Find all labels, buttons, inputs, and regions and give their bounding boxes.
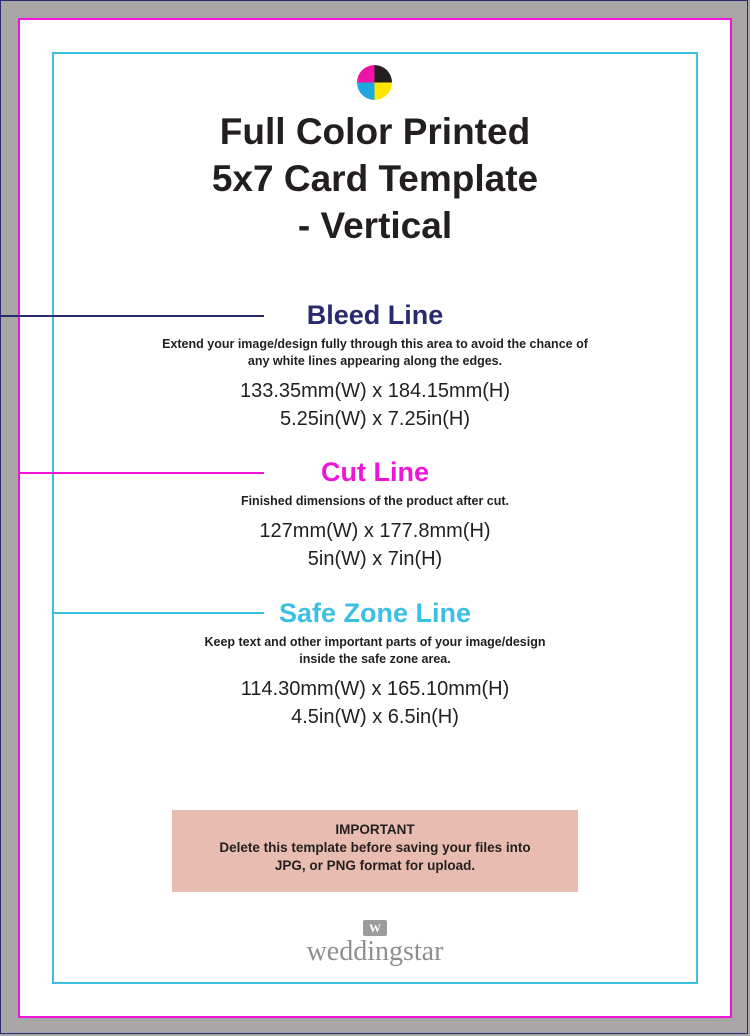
- title-line-3: - Vertical: [297, 205, 453, 246]
- bleed-heading: Bleed Line: [306, 300, 444, 330]
- bleed-desc-line-1: Extend your image/design fully through this area to avoid the chance of: [162, 337, 588, 351]
- title-line-2: 5x7 Card Template: [211, 158, 539, 199]
- cut-heading: Cut Line: [321, 457, 429, 487]
- safe-dim-in: 4.5in(W) x 6.5in(H): [291, 706, 459, 728]
- notice-line-1: Delete this template before saving your files into: [219, 840, 531, 855]
- cut-desc-line-1: Finished dimensions of the product after cut.: [240, 494, 510, 508]
- bleed-dimensions: [0, 377, 750, 433]
- notice-line-2: JPG, or PNG format for upload.: [274, 858, 476, 873]
- page-title: [0, 108, 750, 249]
- safe-desc-line-1: Keep text and other important parts of your image/design: [204, 635, 546, 649]
- safe-description: [0, 634, 750, 668]
- safe-desc-line-2: inside the safe zone area.: [299, 652, 451, 666]
- cut-dim-mm: 127mm(W) x 177.8mm(H): [259, 520, 491, 542]
- safe-heading: Safe Zone Line: [278, 598, 472, 628]
- weddingstar-logo-icon: W: [363, 920, 387, 936]
- safe-section: [0, 597, 750, 731]
- safe-dimensions: [0, 675, 750, 731]
- important-notice: [172, 810, 578, 892]
- cut-description: [0, 493, 750, 510]
- weddingstar-logo: weddingstar: [306, 936, 444, 967]
- cut-dim-in: 5in(W) x 7in(H): [307, 548, 443, 570]
- cmyk-color-wheel-icon: [357, 65, 392, 100]
- cut-dimensions: [0, 517, 750, 573]
- cut-section: [0, 456, 750, 573]
- bleed-desc-line-2: any white lines appearing along the edges.: [247, 354, 503, 368]
- bleed-dim-in: 5.25in(W) x 7.25in(H): [279, 408, 471, 430]
- safe-dim-mm: 114.30mm(W) x 165.10mm(H): [240, 678, 510, 700]
- notice-title: IMPORTANT: [335, 822, 415, 837]
- title-line-1: Full Color Printed: [219, 111, 531, 152]
- bleed-dim-mm: 133.35mm(W) x 184.15mm(H): [239, 380, 511, 402]
- bleed-section: [0, 299, 750, 433]
- bleed-description: [0, 336, 750, 370]
